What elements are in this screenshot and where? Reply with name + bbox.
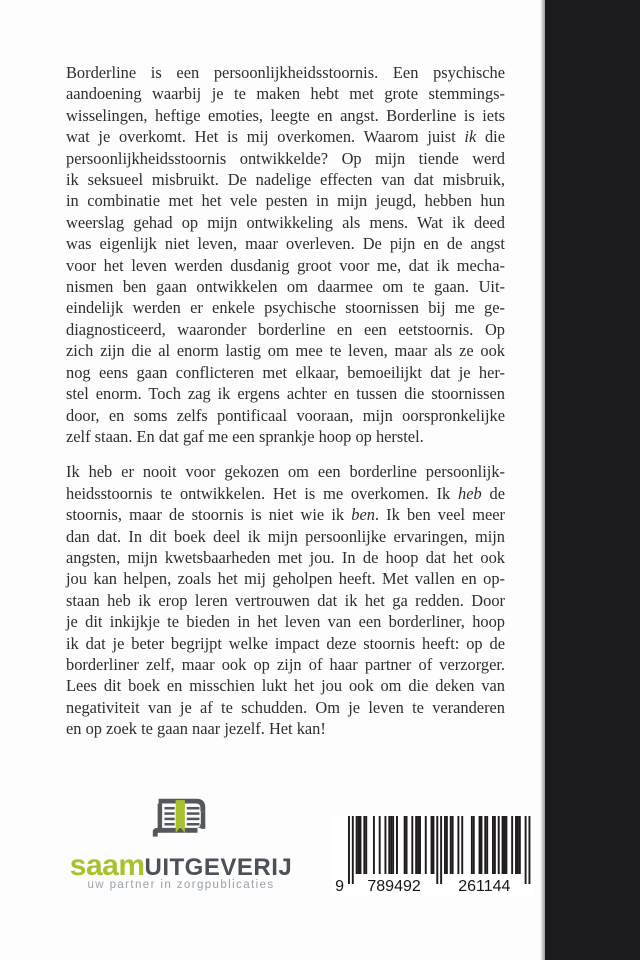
publisher-name-secondary: UITGEVERIJ	[144, 854, 293, 881]
text-line: zich zijn die al enorm lastig om mee te leven, maar als ze ook	[66, 341, 505, 361]
publisher-name-primary: saam	[69, 849, 145, 882]
text-line: zelf staan. En dat gaf me een sprankje hoop op herstel.	[66, 426, 424, 446]
back-cover-text	[66, 62, 505, 740]
text-line: angsten, mijn kwetsbaarheden met jou. In de hoop dat het ook	[66, 547, 505, 567]
text-line: nismen ben gaan ontwikkelen om daarmee om te gaan. Uit-	[66, 277, 505, 297]
text-line: Lees dit boek en misschien lukt het jou ook om die deken van	[66, 676, 505, 696]
text-line: diagnosticeerd, waaronder borderline en een eetstoornis. Op	[66, 319, 505, 339]
text-line: jou kan helpen, zoals het mij geholpen heeft. Met vallen en op-	[66, 569, 505, 589]
text-line: stoornis, maar de stoornis is niet wie ik ben. Ik ben veel meer	[66, 505, 505, 525]
text-line: aandoening waarbij je te maken hebt met grote stemmings-	[66, 84, 505, 104]
isbn-barcode	[332, 816, 534, 896]
barcode-digits-left: 789492	[367, 878, 421, 895]
text-line: je dit inkijkje te bieden in het leven van een borderliner, hoop	[66, 612, 505, 632]
text-line: was eigenlijk niet leven, maar overleven. De pijn en de angst	[66, 234, 505, 254]
publisher-tagline: uw partner in zorgpublicaties	[87, 879, 275, 891]
text-line: Borderline is een persoonlijkheidsstoornis. Een psychische	[66, 63, 505, 82]
text-line: stel enorm. Toch zag ik ergens achter en tussen die stoornissen	[66, 384, 505, 404]
text-line: borderliner zelf, maar ook op zijn of haar partner of verzorger.	[66, 654, 505, 674]
barcode-bars	[332, 816, 534, 896]
text-line: Ik heb er nooit voor gekozen om een borderline persoonlijk-	[66, 462, 505, 482]
barcode-digits-right: 261144	[458, 878, 511, 895]
text-line: persoonlijkheidsstoornis ontwikkelde? Op mijn tiende werd	[66, 148, 505, 168]
text-line: en op zoek te gaan naar jezelf. Het kan!	[66, 719, 326, 739]
text-line: staan heb ik erop leren vertrouwen dat ik het ga redden. Door	[66, 590, 505, 610]
publisher-logo-book-icon	[145, 793, 215, 853]
text-line: nog eens gaan conflicteren met elkaar, bemoeilijkt dat je her-	[66, 362, 505, 382]
text-line: in combinatie met het vele pesten in mijn jeugd, hebben hun	[66, 191, 505, 211]
cover-spine-strip	[545, 0, 640, 960]
paragraph	[66, 62, 505, 447]
text-line: ik dat je beter begrijpt welke impact deze stoornis heeft: op de	[66, 633, 505, 653]
text-line: ik seksueel misbruikt. De nadelige effecten van dat misbruik,	[66, 170, 505, 190]
text-line: wat je overkomt. Het is mij overkomen. Waarom juist ik die	[66, 127, 505, 147]
text-line: eindelijk werden er enkele psychische stoornissen bij me ge-	[66, 298, 505, 318]
text-line: heidsstoornis te ontwikkelen. Het is me overkomen. Ik heb de	[66, 483, 505, 503]
text-line: negativiteit van je af te schudden. Om je leven te veranderen	[66, 697, 505, 717]
text-line: dan dat. In dit boek deel ik mijn persoonlijke ervaringen, mijn	[66, 526, 505, 546]
text-line: voor het leven werden dusdanig groot voor me, dat ik mecha-	[66, 255, 505, 275]
barcode-digit-lead: 9	[335, 878, 344, 895]
text-line: wisselingen, heftige emoties, leegte en angst. Borderline is iets	[66, 105, 505, 125]
text-line: door, en soms zelfs pontificaal vooraan, mijn oorspronkelijke	[66, 405, 505, 425]
text-line: weerslag gehad op mijn ontwikkeling als mens. Wat ik deed	[66, 212, 505, 232]
paragraph	[66, 461, 505, 739]
